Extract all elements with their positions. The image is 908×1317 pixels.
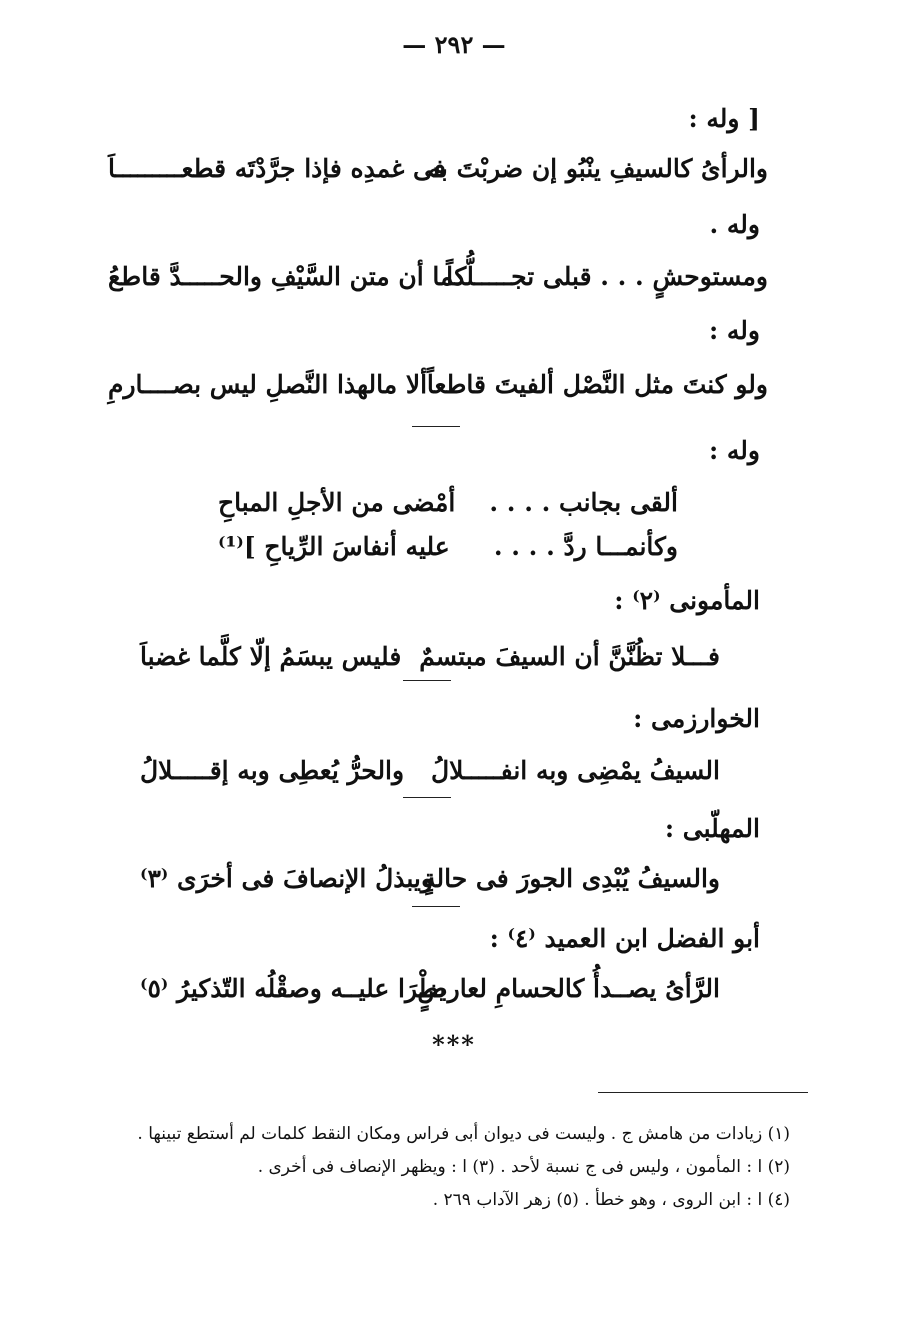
separator-rule [403,797,451,798]
footnote: (٢) ا : المأمون ، وليس فى ج نسبة لأحد . (٣) ا : ويظهر الإنصاف فى أخرى . [257,1157,790,1177]
verse-line [140,864,720,900]
hemistich-first: وكأنمـــا ردَّ . . . . [493,532,678,561]
separator-rule [412,426,460,427]
entry-intro: المهلّبى : [664,814,760,843]
verse-line [218,532,678,568]
separator-rule [403,680,451,681]
entry-intro: الخوارزمى : [633,704,760,733]
footnote: (٤) ا : ابن الروى ، وهو خطأ . (٥) زهر الآداب ٢٦٩ . [432,1190,790,1210]
entry-intro: وله . [709,210,760,239]
verse-line [140,756,720,792]
hemistich-first: ولو كنتَ مثل النَّصْل ألفيتَ قاطعاً [426,370,768,399]
verse-line [108,262,768,298]
separator-rule [412,906,460,907]
page-number: — ٢٩٢ — [402,30,506,59]
footnote: (١) زيادات من هامش ج . وليست فى ديوان أبى فراس ومكان النقط كلمات لم أستطع تبينها . [137,1124,790,1144]
hemistich-first: فـــلا تظُنَّنَّ أن السيفَ مبتسمٌ [419,642,720,671]
verse-line [108,370,768,406]
hemistich-first: السيفُ يمْضِى وبه انفـــــلالُ [430,756,720,785]
hemistich-second: عليه أنفاسَ الرِّياحِ ]⁽¹⁾ [218,532,450,561]
section-end-stars: *** [432,1030,476,1059]
hemistich-first: ومستوحشٍ . . . قبلى تجـــــلُّداً [446,262,768,291]
hemistich-first: والسيفُ يُبْدِى الجورَ فى حالةٍ [423,864,720,893]
hemistich-second: ألا مالهذا النَّصلِ ليس بصــــارمِ [108,370,428,399]
hemistich-second: كما أن متن السَّيْفِ والحـــــدَّ قاطعُ [108,262,467,291]
entry-intro: أبو الفضل ابن العميد ⁽٤⁾ : [489,924,760,953]
hemistich-second: يطْرَا عليــه وصقْلُه التّذكيرُ ⁽٥⁾ [140,974,447,1003]
hemistich-second: أمْضى من الأجلِ المباحِ [218,488,456,517]
hemistich-second: فى غمدِه فإذا جرَّدْتَه قطعـــــــــاَ [108,154,446,183]
entry-intro: وله : [708,316,760,345]
verse-line [218,488,678,524]
hemistich-second: والحرُّ يُعطِى وبه إقـــــلالُ [140,756,405,785]
verse-line [140,642,720,678]
entry-intro: وله : [708,436,760,465]
hemistich-first: ألقى بجانب . . . . [489,488,678,517]
verse-line [140,974,720,1010]
hemistich-first: الرَّأىُ يصــدأُ كالحسامِ لعارضٍ [417,974,720,1003]
verse-line [108,154,768,190]
entry-intro: المأمونى ⁽٢⁾ : [614,586,760,615]
hemistich-second: فليس يبسَمُ إلّا كلَّما غضباَ [140,642,402,671]
entry-intro: [ وله : [688,104,760,133]
hemistich-second: ويبذلُ الإنصافَ فى أخرَى ⁽٣⁾ [140,864,433,893]
footnote-rule [598,1092,808,1093]
hemistich-first: والرأىُ كالسيفِ ينْبُو إن ضربْتَ به [427,154,768,183]
